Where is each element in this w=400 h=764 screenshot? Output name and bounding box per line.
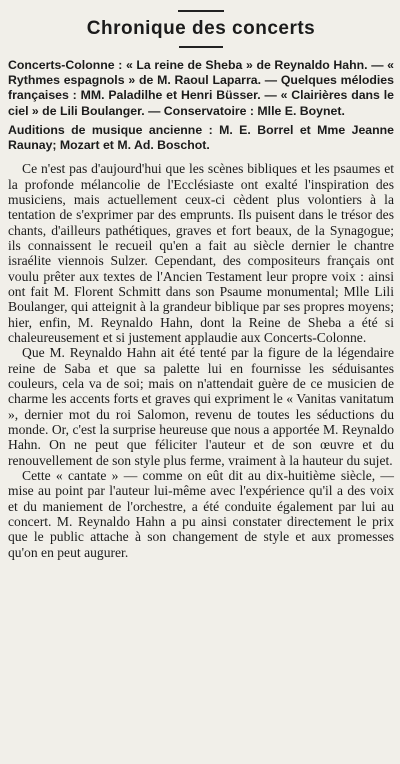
article-paragraph-1: Ce n'est pas d'aujourd'hui que les scènes bibliques et les psaumes et la profonde mélancolie de l'Ecclésiaste ont exalté l'inspiration des musiciens, mais actuellement ceux-ci cèdent plus volontiers à la tentation de s'exprimer par des emprunts. Ils puisent dans le trésor des chants, d'ailleurs pathétiques, graves et fort beaux, de la Synagogue; ils connaissent le recueil qu'en a fait au siècle dernier le chantre israélite viennois Sulzer. Cependant, des compositeurs français ont voulu prêter aux textes de l'Ancien Testament leur propre voix : ainsi ont fait M. Florent Schmitt dans son Psaume monumental; Mlle Lili Boulanger, qui atteignit à la grandeur biblique par ses propres moyens; hier, enfin, M. Reynaldo Hahn, dont la Reine de Sheba a été si chaleureusement et si justement applaudie aux Concerts-Colonne.	[8, 161, 394, 345]
article-paragraph-3: Cette « cantate » — comme on eût dit au dix-huitième siècle, — mise au point par l'auteur lui-même avec l'expérience qu'il a des voix et du maniement de l'orchestre, a été conduite également par lui au concert. M. Reynaldo Hahn a pu ainsi constater directement le prix que le public attache à son changement de style et aux promesses qu'on en peut augurer.	[8, 468, 394, 560]
top-rule	[178, 10, 224, 12]
programme-summary-1: Concerts-Colonne : « La reine de Sheba » de Reynaldo Hahn. — « Rythmes espagnols » de M. Raoul Laparra. — Quelques mélodies françaises : MM. Paladilhe et Henri Büsser. — « Clairières dans le ciel » de Lili Boulanger. — Conservatoire : Mlle E. Boynet.	[8, 58, 394, 118]
programme-summary-2: Auditions de musique ancienne : M. E. Borrel et Mme Jeanne Raunay; Mozart et M. Ad. Boschot.	[8, 122, 394, 153]
title-rule	[179, 46, 223, 48]
article-title: Chronique des concerts	[86, 18, 316, 39]
article-paragraph-2: Que M. Reynaldo Hahn ait été tenté par la figure de la légendaire reine de Saba et que sa palette lui en fournisse les séduisantes couleurs, cela va de soi; mais on n'attendait guère de ce musicien de charme les accents forts et graves qui expriment le « Vanitas vanitatum », dernier mot du roi Salomon, revenu de toutes les séductions du monde. Or, c'est la surprise heureuse que nous a apportée M. Reynaldo Hahn. On ne peut que féliciter l'auteur et de son œuvre et du renouvellement de son style plus ferme, vraiment à la hauteur du sujet.	[8, 345, 394, 468]
